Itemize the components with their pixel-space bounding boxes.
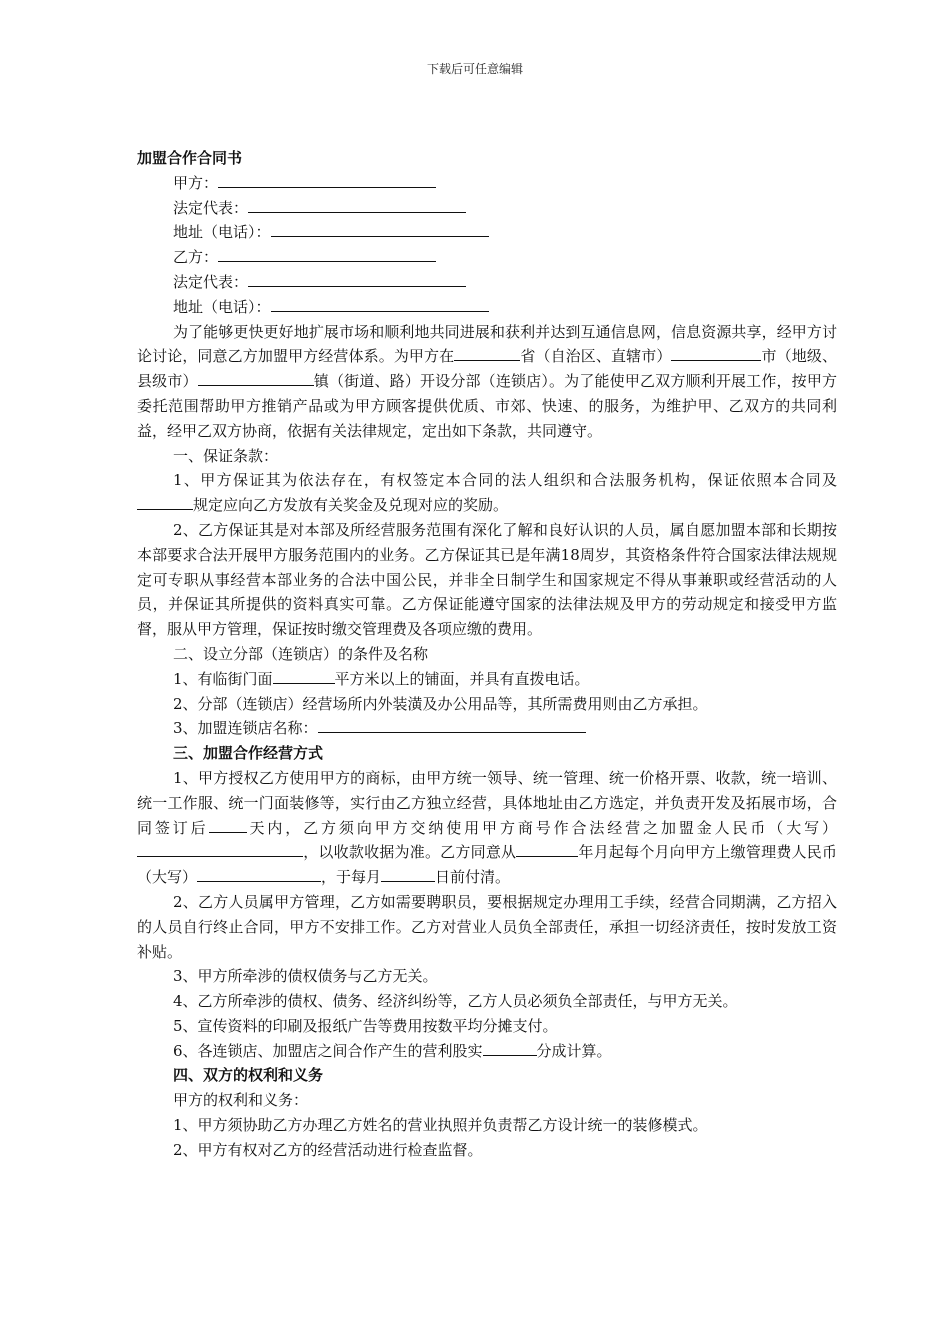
management-fee-blank xyxy=(197,866,321,882)
store-name-blank xyxy=(318,717,586,733)
party-a-blank xyxy=(218,172,436,188)
party-a-rep-label: 法定代表： xyxy=(173,198,249,217)
intro-text-4: 镇（街道、路）开设分部（连锁店）。为了能使甲乙双方顺利开展工作，按甲方委托范围帮助甲方推销产品或为甲方顾客提供优质、市郊、快速、的服务，为维护甲、乙双方的共同利益，经甲乙双方协商，依据有关法律规定，定出如下条款，共同遵守。 xyxy=(137,372,837,440)
s1-c1-text-a: 1、甲方保证其为依法存在，有权签定本合同的法人组织和合法服务机构，保证依照本合同及 xyxy=(173,471,837,490)
section-3-clause-3: 3、甲方所牵涉的债权债务与乙方无关。 xyxy=(173,967,438,986)
section-4-clause-1: 1、甲方须协助乙方办理乙方姓名的营业执照并负责帮乙方设计统一的装修模式。 xyxy=(173,1116,708,1135)
section-3-heading: 三、加盟合作经营方式 xyxy=(173,744,324,763)
document-title: 加盟合作合同书 xyxy=(137,149,243,167)
party-b-rep-line xyxy=(137,270,837,295)
party-b-addr-blank xyxy=(271,296,489,312)
section-1-heading: 一、保证条款： xyxy=(173,446,279,465)
intro-text-3: 市（地级、县级市） xyxy=(137,347,837,391)
s3-c1-text-b: 天内，乙方须向甲方交纳使用甲方商号作合法经营之加盟金人民币（大写） xyxy=(246,818,837,837)
section-3-clause-2: 2、乙方人员属甲方管理，乙方如需要聘职员，要根据规定办理用工手续，经营合同期满，乙方招入的人员自行终止合同，甲方不安排工作。乙方对营业人员负全部责任，承担一切经济责任，按时发放工资补贴。 xyxy=(137,892,837,961)
section-2-clause-2: 2、分部（连锁店）经营场所内外装潢及办公用品等，其所需费用则由乙方承担。 xyxy=(173,694,708,713)
contract-document xyxy=(137,146,837,1163)
party-b-addr-line xyxy=(137,295,837,320)
profit-share-blank xyxy=(483,1040,537,1056)
section-4-clause-2: 2、甲方有权对乙方的经营活动进行检查监督。 xyxy=(173,1140,483,1159)
pay-day-blank xyxy=(381,866,435,882)
province-blank xyxy=(454,345,520,361)
s1-c1-blank xyxy=(137,494,193,510)
s2-c1-text-b: 平方米以上的铺面，并具有直拨电话。 xyxy=(334,669,590,688)
section-2-clause-3 xyxy=(137,716,837,741)
days-blank xyxy=(209,817,247,833)
party-a-rep-line xyxy=(137,196,837,221)
city-blank xyxy=(671,345,761,361)
section-2-clause-1 xyxy=(137,667,837,692)
party-b-line xyxy=(137,245,837,270)
party-a-rep-blank xyxy=(248,197,466,213)
s3-c1-text-f: 日前付清。 xyxy=(435,868,511,887)
s2-c3-text: 3、加盟连锁店名称： xyxy=(173,719,318,738)
party-b-label: 乙方： xyxy=(173,248,219,267)
party-a-line xyxy=(137,171,837,196)
intro-text-2: 省（自治区、直辖市） xyxy=(520,347,672,366)
s3-c1-text-e: ，于每月 xyxy=(321,868,382,887)
s3-c1-text-d: 年月起每个月向甲方上缴管理费人民币（大写） xyxy=(137,843,837,887)
party-b-blank xyxy=(218,246,436,262)
section-4-heading: 四、双方的权利和义务 xyxy=(173,1066,324,1085)
s3-c6-text-b: 分成计算。 xyxy=(536,1041,612,1060)
section-3-clause-1 xyxy=(137,766,837,890)
party-a-addr-line xyxy=(137,220,837,245)
s2-c1-text-a: 1、有临街门面 xyxy=(173,669,273,688)
section-1-clause-2: 2、乙方保证其是对本部及所经营服务范围有深化了解和良好认识的人员，属自愿加盟本部和长期按本部要求合法开展甲方服务范围内的业务。乙方保证其已是年满18周岁，其资格条件符合国家法律法规规定可专职从事经营本部业务的合法中国公民，并非全日制学生和国家规定不得从事兼职或经营活动的人员，并保证其所提供的资料真实可靠。乙方保证能遵守国家的法律法规及甲方的劳动规定和接受甲方监督，服从甲方管理，保证按时缴交管理费及各项应缴的费用。 xyxy=(137,520,837,639)
party-a-addr-blank xyxy=(271,221,489,237)
section-3-clause-6 xyxy=(137,1039,837,1064)
party-a-label: 甲方： xyxy=(173,173,219,192)
s3-c6-text-a: 6、各连锁店、加盟店之间合作产生的营利股实 xyxy=(173,1041,483,1060)
section-1-clause-1 xyxy=(137,468,837,518)
party-b-addr-label: 地址（电话）： xyxy=(173,297,271,316)
s1-c1-text-b: 规定应向乙方发放有关奖金及兑现对应的奖励。 xyxy=(193,496,509,515)
franchise-fee-blank xyxy=(137,841,303,857)
town-blank xyxy=(198,370,314,386)
section-3-clause-4: 4、乙方所牵涉的债权、债务、经济纠纷等，乙方人员必须负全部责任，与甲方无关。 xyxy=(173,992,738,1011)
start-month-blank xyxy=(516,841,578,857)
party-a-addr-label: 地址（电话）： xyxy=(173,223,271,242)
s3-c1-text-a: 1、甲方授权乙方使用甲方的商标，由甲方统一领导、统一管理、统一价格开票、收款，统一培训、统一工作服、统一门面装修等，实行由乙方独立经营，具体地址由乙方选定，并负责开发及拓展市场，合同签订后 xyxy=(137,768,837,837)
section-2-heading: 二、设立分部（连锁店）的条件及名称 xyxy=(173,644,429,663)
party-b-rep-blank xyxy=(248,271,466,287)
section-4-subheading: 甲方的权利和义务： xyxy=(173,1091,309,1110)
party-b-rep-label: 法定代表： xyxy=(173,272,249,291)
intro-text-1: 为了能够更快更好地扩展市场和顺利地共同进展和获利并达到互通信息网，信息资源共享，经甲方讨论讨论，同意乙方加盟甲方经营体系。为甲方在 xyxy=(137,322,837,366)
section-3-clause-5: 5、宣传资料的印刷及报纸广告等费用按数平均分摊支付。 xyxy=(173,1016,558,1035)
page-header: 下载后可任意编辑 xyxy=(426,62,523,76)
intro-paragraph xyxy=(137,320,837,444)
area-blank xyxy=(273,668,335,684)
s3-c1-text-c: ，以收款收据为准。乙方同意从 xyxy=(303,843,517,862)
